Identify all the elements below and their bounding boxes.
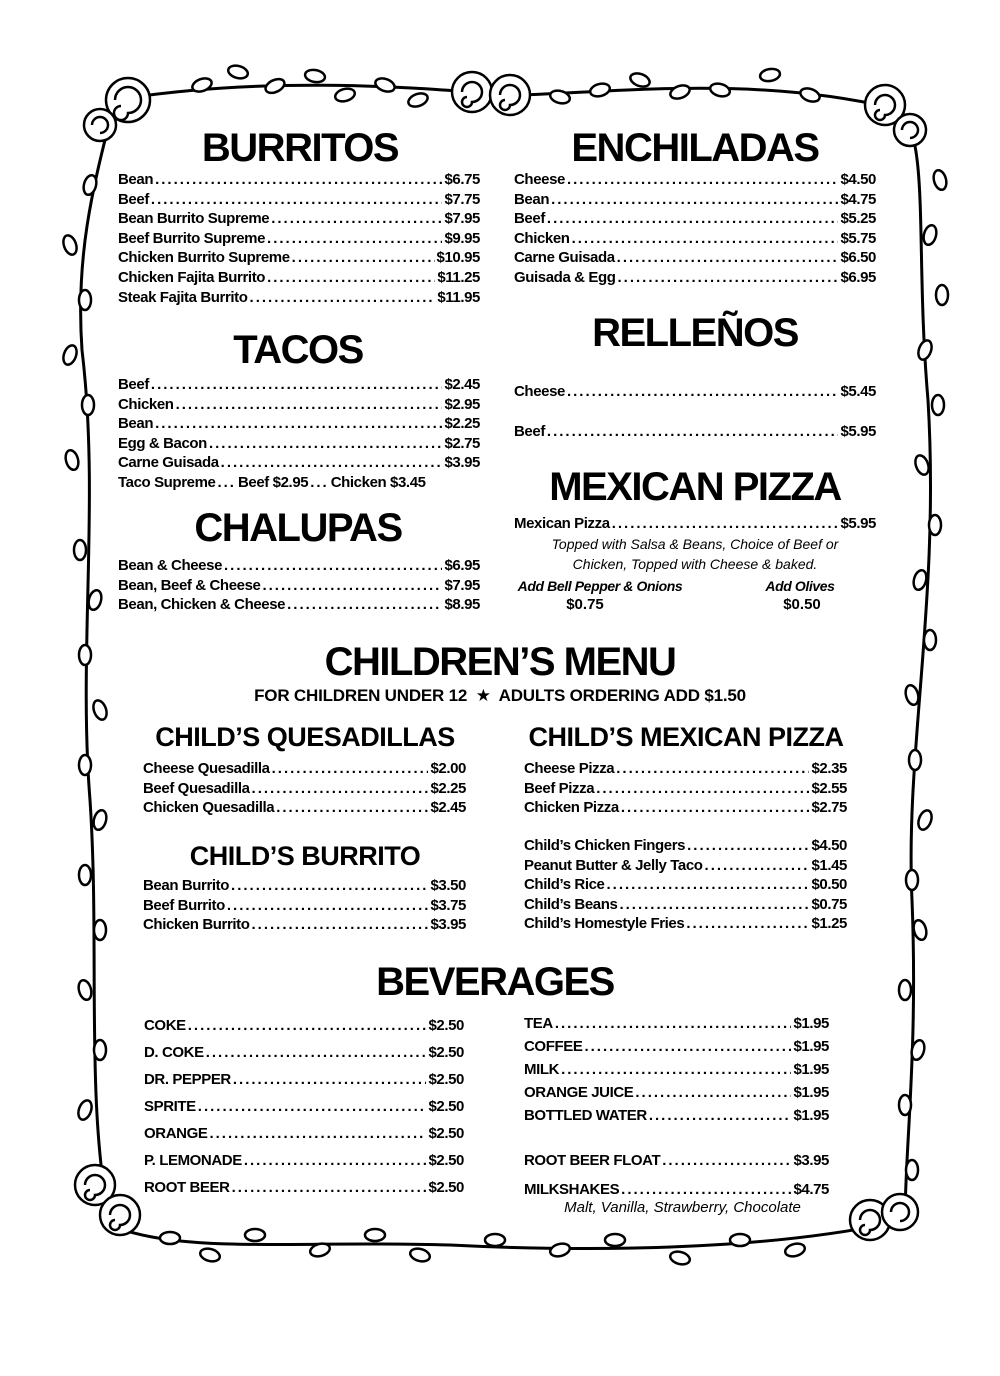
burritos-title: BURRITOS (201, 126, 399, 170)
list-item: Guisada & Egg ..... $6.95 (514, 268, 876, 288)
burritos-list (118, 170, 480, 307)
list-item: Steak Fajita Burrito ..... $11.95 (118, 288, 480, 308)
list-item: BOTTLED WATER ..... $1.95 (524, 1104, 829, 1127)
list-item: COKE ..... $2.50 (144, 1012, 464, 1039)
addon-olives-price: $0.50 (783, 596, 821, 613)
addon-olives-label: Add Olives (765, 578, 835, 594)
list-item: TEA ..... $1.95 (524, 1012, 829, 1035)
list-item: Chicken ..... $2.95 (118, 395, 480, 415)
list-item: ROOT BEER ..... $2.50 (144, 1174, 464, 1201)
list-item: Beef ..... $2.45 (118, 375, 480, 395)
list-item: COFFEE ..... $1.95 (524, 1035, 829, 1058)
list-item: Carne Guisada ..... $6.50 (514, 248, 876, 268)
child-other-items-list (524, 836, 847, 934)
list-item: P. LEMONADE ..... $2.50 (144, 1147, 464, 1174)
list-item: MILK ..... $1.95 (524, 1058, 829, 1081)
list-item: Carne Guisada ..... $3.95 (118, 453, 480, 473)
beverages-left-list (144, 1012, 464, 1201)
list-item: Cheese ..... $4.50 (514, 170, 876, 190)
list-item: Beef ..... $5.25 (514, 209, 876, 229)
description-line: Topped with Salsa & Beans, Choice of Beef or (551, 536, 839, 552)
taco-supreme-item: Taco Supreme ... Beef $2.95 ... Chicken $3.45 (118, 473, 426, 491)
child-quesadillas-title: CHILD’S QUESADILLAS (155, 722, 455, 752)
beverages-title: BEVERAGES (376, 960, 614, 1004)
mexican-pizza-description (514, 534, 876, 574)
milkshake-flavors: Malt, Vanilla, Strawberry, Chocolate (564, 1199, 801, 1216)
list-item: Egg & Bacon ..... $2.75 (118, 434, 480, 454)
list-item: Bean Burrito Supreme ..... $7.95 (118, 209, 480, 229)
list-item: Bean, Beef & Cheese ..... $7.95 (118, 576, 480, 596)
list-item: Cheese ..... $5.45 (514, 382, 876, 402)
list-item: Chicken Burrito ..... $3.95 (143, 915, 466, 935)
rellenos-list (514, 382, 876, 441)
list-item: D. COKE ..... $2.50 (144, 1039, 464, 1066)
list-item: Chicken Quesadilla ..... $2.45 (143, 798, 466, 818)
list-item: Beef ..... $7.75 (118, 190, 480, 210)
list-item: Child’s Beans ..... $0.75 (524, 895, 847, 915)
enchiladas-title: ENCHILADAS (571, 126, 819, 170)
rellenos-title: RELLEÑOS (592, 311, 798, 355)
childrens-menu-subtitle (150, 686, 850, 706)
list-item: Bean & Cheese ..... $6.95 (118, 556, 480, 576)
child-burrito-title: CHILD’S BURRITO (189, 841, 421, 871)
list-item: Beef ..... $5.95 (514, 422, 876, 442)
description-line: Chicken, Topped with Cheese & baked. (572, 556, 818, 572)
age-limit-text: FOR CHILDREN UNDER 12 (254, 686, 468, 705)
child-burrito-list (143, 876, 466, 935)
enchiladas-list (514, 170, 876, 288)
addon-peppers-price: $0.75 (566, 596, 604, 613)
list-item: Child’s Chicken Fingers ..... $4.50 (524, 836, 847, 856)
star-icon: ★ (475, 686, 491, 705)
mexican-pizza-title: MEXICAN PIZZA (549, 465, 841, 509)
addon-peppers-label: Add Bell Pepper & Onions (517, 578, 683, 594)
adult-surcharge-text: ADULTS ORDERING ADD $1.50 (498, 686, 746, 705)
child-mexican-pizza-list (524, 759, 847, 818)
list-item: MILKSHAKES ..... $4.75 (524, 1175, 829, 1204)
beverages-specials-list (524, 1146, 829, 1204)
tacos-list (118, 375, 480, 493)
list-item: Chicken Fajita Burrito ..... $11.25 (118, 268, 480, 288)
tacos-title: TACOS (233, 328, 363, 372)
list-item: DR. PEPPER ..... $2.50 (144, 1066, 464, 1093)
list-item: Bean ..... $2.25 (118, 414, 480, 434)
list-item: Chicken Pizza ..... $2.75 (524, 798, 847, 818)
list-item: Chicken Burrito Supreme ..... $10.95 (118, 248, 480, 268)
list-item: Mexican Pizza ..... $5.95 (514, 514, 876, 534)
beverages-right-list (524, 1012, 829, 1127)
list-item: Chicken ..... $5.75 (514, 229, 876, 249)
list-item: Cheese Quesadilla ..... $2.00 (143, 759, 466, 779)
chalupas-title: CHALUPAS (194, 506, 402, 550)
list-item: Child’s Rice ..... $0.50 (524, 875, 847, 895)
list-item: ORANGE ..... $2.50 (144, 1120, 464, 1147)
list-item: Beef Burrito ..... $3.75 (143, 896, 466, 916)
chalupas-list (118, 556, 480, 615)
list-item: Beef Burrito Supreme ..... $9.95 (118, 229, 480, 249)
list-item: Beef Pizza ..... $2.55 (524, 779, 847, 799)
list-item: Child’s Homestyle Fries ..... $1.25 (524, 914, 847, 934)
list-item: Peanut Butter & Jelly Taco ..... $1.45 (524, 856, 847, 876)
child-quesadillas-list (143, 759, 466, 818)
list-item: Bean Burrito ..... $3.50 (143, 876, 466, 896)
child-mexican-pizza-title: CHILD’S MEXICAN PIZZA (528, 722, 844, 752)
mexican-pizza-list (514, 514, 876, 534)
list-item: Bean, Chicken & Cheese ..... $8.95 (118, 595, 480, 615)
list-item: Beef Quesadilla ..... $2.25 (143, 779, 466, 799)
list-item: ROOT BEER FLOAT ..... $3.95 (524, 1146, 829, 1175)
list-item: SPRITE ..... $2.50 (144, 1093, 464, 1120)
list-item: Cheese Pizza ..... $2.35 (524, 759, 847, 779)
childrens-menu-title: CHILDREN’S MENU (324, 640, 676, 684)
list-item: Bean ..... $4.75 (514, 190, 876, 210)
list-item: Bean ..... $6.75 (118, 170, 480, 190)
list-item: ORANGE JUICE ..... $1.95 (524, 1081, 829, 1104)
